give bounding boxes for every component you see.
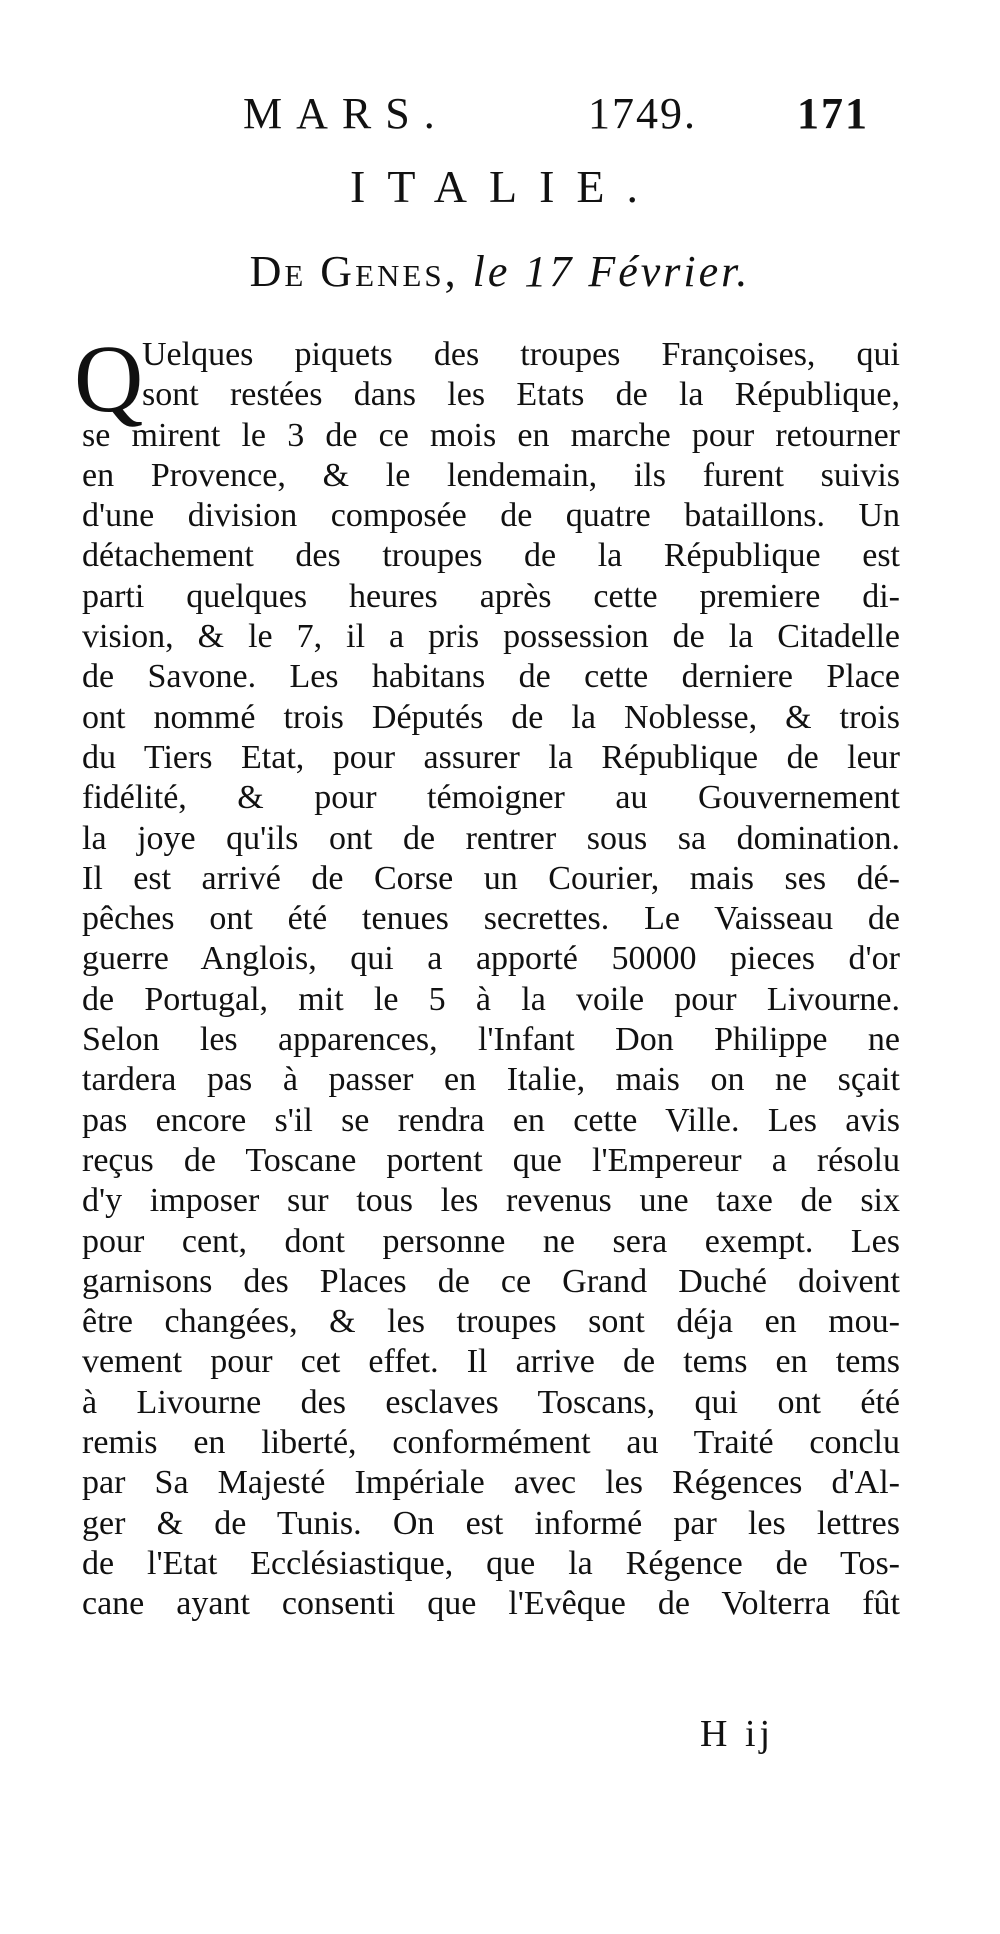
text-line: Uelques piquets des troupes Françoises, qui (142, 336, 900, 373)
text-line: vement pour cet effet. Il arrive de tems en tems (82, 1343, 900, 1381)
text-line: remis en liberté, conformément au Traité conclu (82, 1424, 900, 1462)
text-line: cane ayant consenti que l'Evêque de Volterra fût (82, 1585, 900, 1623)
text-line: fidélité, & pour témoigner au Gouvernement (82, 779, 900, 817)
text-line: Il est arrivé de Corse un Courier, mais ses dé- (82, 859, 900, 897)
text-line: être changées, & les troupes sont déja en mou- (82, 1303, 900, 1341)
text-line: d'y imposer sur tous les revenus une taxe de six (82, 1182, 900, 1220)
text-line: reçus de Toscane portent que l'Empereur a résolu (82, 1141, 900, 1179)
text-line: à Livourne des esclaves Toscans, qui ont été (82, 1383, 900, 1421)
text-line: ger & de Tunis. On est informé par les lettres (82, 1504, 900, 1542)
text-line: en Provence, & le lendemain, ils furent suivis (82, 456, 900, 494)
text-line: guerre Anglois, qui a apporté 50000 pieces d'or (82, 940, 900, 978)
running-head (0, 88, 1000, 148)
text-line: de l'Etat Ecclésiastique, que la Régence de Tos- (82, 1544, 900, 1582)
text-line: de Portugal, mit le 5 à la voile pour Livourne. (82, 980, 900, 1018)
text-line: parti quelques heures après cette premiere di- (82, 577, 900, 615)
text-line: détachement des troupes de la République est (82, 537, 900, 575)
text-line: pour cent, dont personne ne sera exempt. Les (82, 1222, 900, 1260)
text-line: pêches ont été tenues secrettes. Le Vaisseau de (82, 900, 900, 938)
dateline-place: De Genes, (249, 247, 459, 296)
dateline-date: le 17 Février. (472, 247, 751, 296)
text-line: du Tiers Etat, pour assurer la République de leur (82, 738, 900, 776)
text-line: Selon les apparences, l'Infant Don Philippe ne (82, 1021, 900, 1059)
article-body (74, 325, 900, 1625)
text-line: vision, & le 7, il a pris possession de la Citadelle (82, 618, 900, 656)
text-line: ont nommé trois Députés de la Noblesse, & trois (82, 698, 900, 736)
catchword-signature: H ij (700, 1713, 775, 1755)
running-head-month: MARS. (243, 89, 449, 138)
section-title: ITALIE. (350, 161, 660, 212)
text-line: d'une division composée de quatre bataillons. Un (82, 497, 900, 535)
text-line: pas encore s'il se rendra en cette Ville. Les avis (82, 1101, 900, 1139)
dateline (0, 246, 1000, 297)
text-line: par Sa Majesté Impériale avec les Régences d'Al- (82, 1464, 900, 1502)
text-line: la joye qu'ils ont de rentrer sous sa domination. (82, 819, 900, 857)
text-line: garnisons des Places de ce Grand Duché doivent (82, 1262, 900, 1300)
drop-cap: Q (74, 325, 144, 432)
text-line: se mirent le 3 de ce mois en marche pour retourner (82, 416, 900, 454)
text-line: de Savone. Les habitans de cette derniere Place (82, 658, 900, 696)
running-head-year: 1749. (588, 89, 697, 138)
text-line: sont restées dans les Etats de la République, (142, 376, 900, 414)
text-line: tardera pas à passer en Italie, mais on ne sçait (82, 1061, 900, 1099)
page-number: 171 (797, 89, 869, 138)
